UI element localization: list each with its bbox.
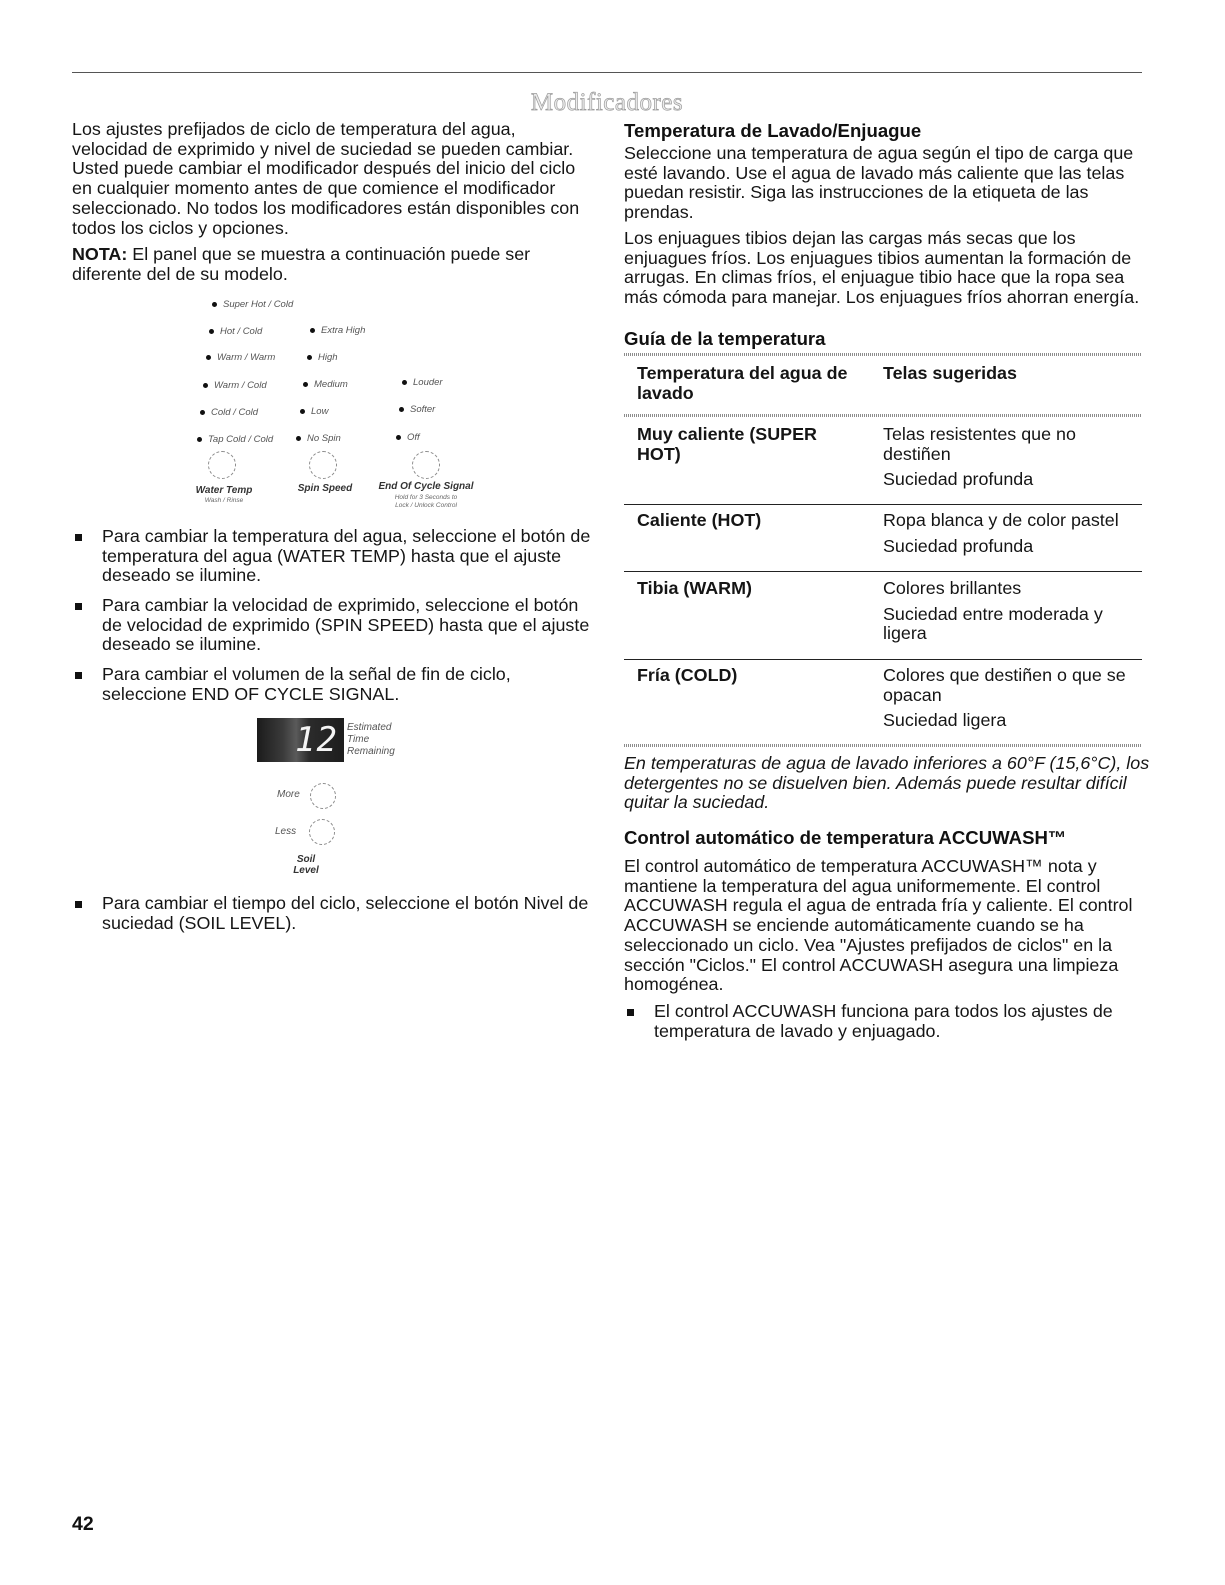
table-row-fabrics <box>883 666 1126 731</box>
table-row-fabrics <box>883 511 1119 556</box>
water-temp-option <box>212 298 293 310</box>
more-button-icon <box>310 783 336 809</box>
water-temp-option-label: Warm / Cold <box>214 379 267 391</box>
fabric-text: Suciedad profunda <box>883 469 1034 490</box>
note-label: NOTA: <box>72 244 128 264</box>
display-label: Time <box>347 734 370 745</box>
end-of-cycle-label: End Of Cycle Signal <box>378 481 474 492</box>
wash-temp-paragraph: Seleccione una temperatura de agua según el tipo de carga que esté lavando. Use el agua de lavado más caliente que las telas puedan resistir. Siga las instrucciones de la etiqueta de las prendas. <box>624 143 1134 223</box>
end-of-cycle-option <box>399 403 435 415</box>
table-row-divider <box>624 571 1142 572</box>
indicator-dot-icon <box>399 407 404 412</box>
less-button-icon <box>309 819 335 845</box>
end-of-cycle-option-label: Off <box>407 431 420 443</box>
heading-accuwash: Control automático de temperatura ACCUWASH™ <box>624 827 1067 848</box>
note-text: El panel que se muestra a continuación puede ser diferente del de su modelo. <box>72 244 531 284</box>
bullet-end-of-cycle: Para cambiar el volumen de la señal de fin de ciclo, seleccione END OF CYCLE SIGNAL. <box>102 664 511 704</box>
fabric-text: Colores brillantes <box>883 578 1022 598</box>
spin-speed-option-label: No Spin <box>307 432 341 444</box>
temperature-text: Muy caliente (SUPER HOT) <box>637 424 817 464</box>
header-text: Temperatura del agua de lavado <box>637 363 848 403</box>
water-temp-button-icon <box>208 451 236 479</box>
table-row-divider <box>624 659 1142 660</box>
more-label: More <box>277 789 300 800</box>
bullet-square-icon <box>627 1009 634 1016</box>
table-header-temperature <box>637 364 847 403</box>
water-temp-option <box>197 433 273 445</box>
bullet-water-temp: Para cambiar la temperatura del agua, seleccione el botón de temperatura del agua (WATER TEMP) hasta que el ajuste deseado se ilumine. <box>102 526 591 586</box>
time-display-value: 12 <box>295 720 338 760</box>
temperature-note: En temperaturas de agua de lavado inferiores a 60°F (15,6°C), los detergentes no se disuelven bien. Además puede resultar difícil quitar la suciedad. <box>624 753 1150 813</box>
spin-speed-option <box>310 324 365 336</box>
end-of-cycle-option-label: Softer <box>410 403 436 415</box>
water-temp-option-label: Cold / Cold <box>211 406 258 418</box>
display-label: Remaining <box>347 746 395 757</box>
spin-speed-option <box>300 405 328 417</box>
bullet-spin-speed: Para cambiar la velocidad de exprimido, seleccione el botón de velocidad de exprimido (SPIN SPEED) hasta que el ajuste deseado se ilumine. <box>102 595 590 655</box>
bullet-soil-level: Para cambiar el tiempo del ciclo, seleccione el botón Nivel de suciedad (SOIL LEVEL). <box>102 893 589 933</box>
spin-speed-option <box>307 351 338 363</box>
indicator-dot-icon <box>197 437 202 442</box>
indicator-dot-icon <box>303 382 308 387</box>
fabric-text: Ropa blanca y de color pastel <box>883 510 1119 530</box>
table-row-fabrics <box>883 425 1076 490</box>
indicator-dot-icon <box>296 436 301 441</box>
top-rule <box>72 72 1142 73</box>
indicator-dot-icon <box>396 435 401 440</box>
end-of-cycle-button-icon <box>412 451 440 479</box>
water-temp-label: Water Temp <box>195 485 253 496</box>
note-paragraph <box>72 245 530 284</box>
time-display <box>257 718 344 762</box>
less-label: Less <box>275 826 297 837</box>
water-temp-option <box>203 379 267 391</box>
heading-temperature-guide: Guía de la temperatura <box>624 328 826 349</box>
indicator-dot-icon <box>212 302 217 307</box>
spin-speed-option <box>296 432 341 444</box>
page-title: Modificadores <box>530 89 684 116</box>
table-row-temperature <box>637 425 817 464</box>
water-temp-option <box>209 325 262 337</box>
table-header-border <box>624 414 1142 417</box>
table-header-fabrics <box>883 364 1017 384</box>
rinse-paragraph: Los enjuagues tibios dejan las cargas más secas que los enjuagues fríos. Los enjuagues tibios aumentan la formación de arrugas. En climas fríos, el enjuague tibio hace que la ropa sea más cómoda para manejar. Los enjuagues fríos ahorran energía. <box>624 228 1140 308</box>
indicator-dot-icon <box>310 328 315 333</box>
intro-paragraph: Los ajustes prefijados de ciclo de temperatura del agua, velocidad de exprimido y nivel de suciedad se pueden cambiar. Usted puede cambiar el modificador después del inicio del ciclo en cualquier momento antes de que comience el modificador seleccionado. No todos los modificadores están disponibles con todos los ciclos y opciones. <box>72 119 580 238</box>
water-temp-option-label: Hot / Cold <box>220 325 263 337</box>
bullet-square-icon <box>75 901 82 908</box>
indicator-dot-icon <box>300 409 305 414</box>
spin-speed-button-icon <box>309 451 337 479</box>
indicator-dot-icon <box>200 410 205 415</box>
fabric-text: Telas resistentes que no destiñen <box>883 424 1076 464</box>
heading-wash-rinse-temperature: Temperatura de Lavado/Enjuague <box>624 120 922 141</box>
bullet-square-icon <box>75 534 82 541</box>
spin-speed-option <box>303 378 348 390</box>
table-top-border <box>624 353 1142 356</box>
table-row-divider <box>624 504 1142 505</box>
bullet-accuwash: El control ACCUWASH funciona para todos los ajustes de temperatura de lavado y enjuagado. <box>654 1001 1113 1041</box>
end-of-cycle-option <box>402 376 443 388</box>
fabric-text: Suciedad profunda <box>883 535 1034 556</box>
end-of-cycle-sublabel: Lock / Unlock Control <box>395 502 457 509</box>
fabric-text: Suciedad entre moderada y ligera <box>883 603 1103 644</box>
page-number: 42 <box>72 1513 94 1535</box>
spin-speed-label: Spin Speed <box>297 483 353 494</box>
end-of-cycle-option-label: Louder <box>413 376 443 388</box>
indicator-dot-icon <box>206 355 211 360</box>
fabric-text: Suciedad ligera <box>883 710 1007 731</box>
indicator-dot-icon <box>203 383 208 388</box>
water-temp-sublabel: Wash / Rinse <box>204 497 244 504</box>
fabric-text: Colores que destiñen o que se opacan <box>883 665 1126 705</box>
spin-speed-option-label: High <box>318 351 338 363</box>
water-temp-option-label: Tap Cold / Cold <box>208 433 274 445</box>
bullet-square-icon <box>75 603 82 610</box>
accuwash-paragraph: El control automático de temperatura ACCUWASH™ nota y mantiene la temperatura del agua uniformemente. El control ACCUWASH regula el agua de entrada fría y caliente. El control ACCUWASH se enciende automáticamente cuando se ha seleccionado un ciclo. Vea "Ajustes prefijados de ciclos" en la sección "Ciclos." El control ACCUWASH asegura una limpieza homogénea. <box>624 856 1133 995</box>
water-temp-option <box>200 406 258 418</box>
end-of-cycle-sublabel: Hold for 3 Seconds to <box>394 494 458 501</box>
spin-speed-option-label: Low <box>311 405 329 417</box>
indicator-dot-icon <box>402 380 407 385</box>
water-temp-option-label: Super Hot / Cold <box>223 298 294 310</box>
table-row-temperature <box>637 511 761 531</box>
table-row-temperature <box>637 579 752 599</box>
spin-speed-option-label: Extra High <box>321 324 366 336</box>
soil-level-label: Level <box>293 865 319 876</box>
soil-level-label: Soil <box>296 854 316 865</box>
table-row-fabrics <box>883 579 1103 644</box>
indicator-dot-icon <box>209 329 214 334</box>
water-temp-option-label: Warm / Warm <box>217 351 276 363</box>
indicator-dot-icon <box>307 355 312 360</box>
water-temp-option <box>206 351 275 363</box>
end-of-cycle-option <box>396 431 420 443</box>
table-row-temperature <box>637 666 737 686</box>
spin-speed-option-label: Medium <box>314 378 348 390</box>
temperature-text: Fría (COLD) <box>637 665 738 685</box>
bullet-square-icon <box>75 672 82 679</box>
table-bottom-border <box>624 744 1142 747</box>
header-text: Telas sugeridas <box>883 363 1017 383</box>
display-label: Estimated <box>347 722 392 733</box>
temperature-text: Caliente (HOT) <box>637 510 762 530</box>
temperature-text: Tibia (WARM) <box>637 578 752 598</box>
